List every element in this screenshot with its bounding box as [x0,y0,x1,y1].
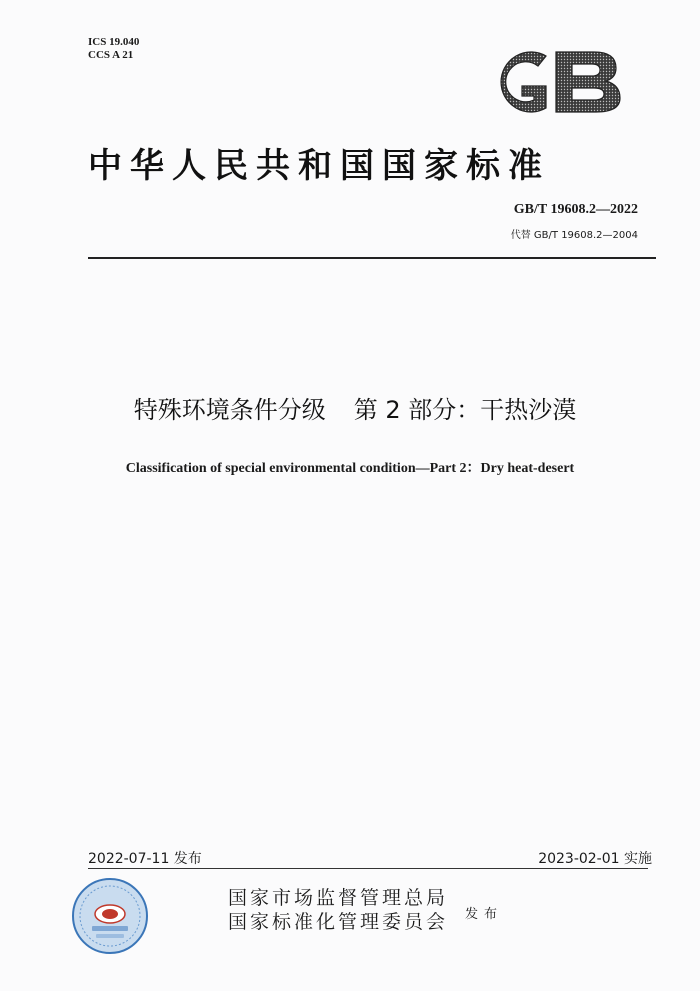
gb-logo-icon [482,46,622,118]
classification-codes [88,36,139,62]
ccs-code: CCS A 21 [88,49,134,61]
replaces-standard: 代替 GB/T 19608.2—2004 [510,230,638,241]
header-divider [88,257,656,259]
issuer-sac: 国家标准化管理委员会 [228,911,449,933]
national-standard-title: 中华人民共和国国家标准 [88,146,550,186]
english-title: Classification of special environmental condition—Part 2：Dry heat-desert [125,461,575,476]
chinese-title [0,390,700,425]
ics-code: ICS 19.040 [88,36,140,48]
implementation-date: 2023-02-01 实施 [538,851,652,867]
issuer-samr: 国家市场监督管理总局 [228,887,449,909]
anti-counterfeit-seal-icon [70,876,150,956]
chinese-title-main: 特殊环境条件分级 [133,396,326,424]
issue-label: 发布 [465,907,504,922]
chinese-title-part: 第 2 部分：干热沙漠 [353,396,577,424]
issuing-authorities [228,886,448,934]
standard-number: GB/T 19608.2—2022 [513,202,638,217]
footer-divider [88,868,648,869]
issue-date: 2022-07-11 发布 [88,851,202,867]
